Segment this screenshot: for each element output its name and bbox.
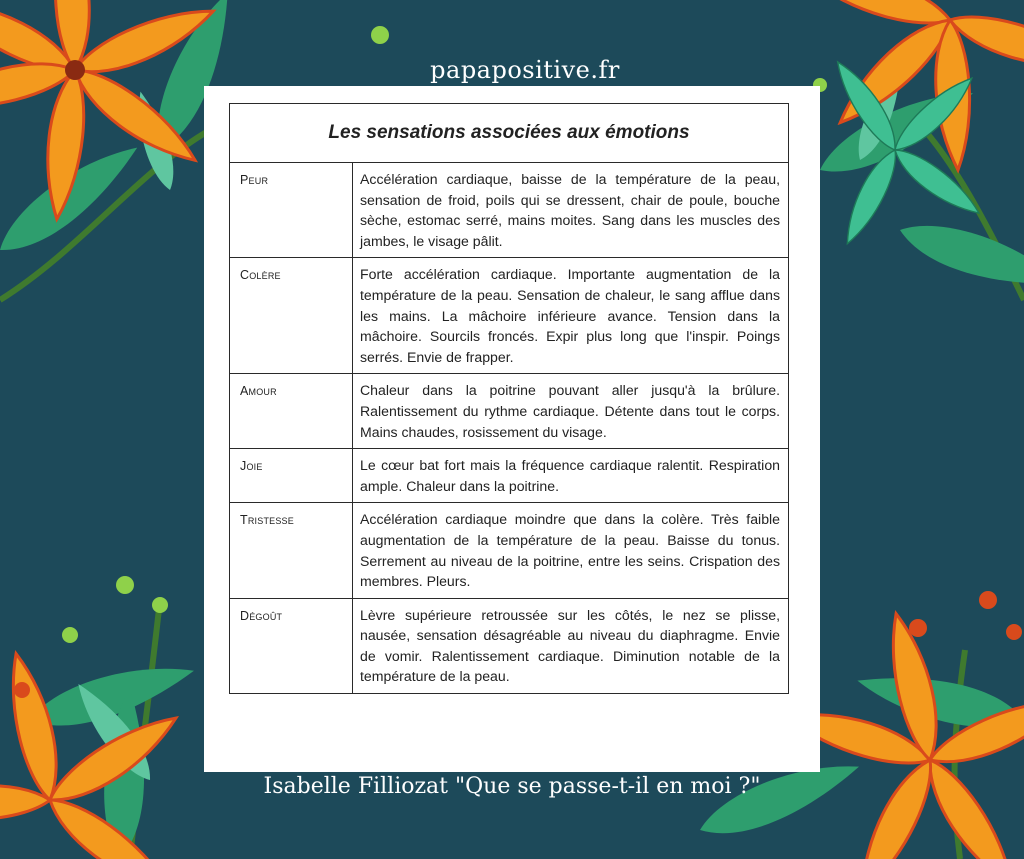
table-row [230, 163, 788, 258]
book-credit: Isabelle Filliozat "Que se passe-t-il en moi ?" [263, 774, 761, 799]
emotions-table [229, 103, 789, 694]
emotion-name: Amour [230, 374, 353, 448]
table-row [230, 599, 788, 693]
emotion-name: Tristesse [230, 503, 353, 597]
emotion-description: Accélération cardiaque moindre que dans la colère. Très faible augmentation de la température de la peau. Baisse du tonus. Serrement au niveau de la poitrine, entre les seins. Crispation des membres. Pleurs. [360, 511, 780, 590]
table-title: Les sensations associées aux émotions [230, 104, 788, 163]
emotion-description: Chaleur dans la poitrine pouvant aller jusqu'à la brûlure. Ralentissement du rythme cardiaque. Détente dans tout le corps. Mains chaudes, rosissement du visage. [360, 382, 780, 440]
emotion-name: Colère [230, 258, 353, 373]
emotion-name: Dégoût [230, 599, 353, 693]
emotion-description: Lèvre supérieure retroussée sur les côtés, le nez se plisse, nausée, sensation désagréable au niveau du diaphragme. Envie de vomir. Ralentissement cardiaque. Diminution notable de la température de la peau. [360, 606, 780, 685]
site-name: papapositive.fr [430, 56, 620, 84]
document-card [204, 86, 820, 772]
emotion-name: Peur [230, 163, 353, 257]
emotion-name: Joie [230, 449, 353, 502]
table-row [230, 374, 788, 449]
table-row [230, 503, 788, 598]
emotion-description: Accélération cardiaque, baisse de la température de la peau, sensation de froid, poils qui se dressent, chair de poule, bouche sèche, estomac serré, mains moites. Sang dans les muscles des jambes, le visage pâlit. [360, 171, 780, 249]
table-row [230, 258, 788, 374]
emotion-description: Forte accélération cardiaque. Importante augmentation de la température de la peau. Sensation de chaleur, le sang afflue dans les mains. La mâchoire inférieure avance. Tension dans la mâchoire. Sourcils froncés. Expir plus long que l'inspir. Poings serrés. Envie de frapper. [360, 266, 780, 365]
table-row [230, 449, 788, 503]
emotion-description: Le cœur bat fort mais la fréquence cardiaque ralentit. Respiration ample. Chaleur dans la poitrine. [360, 457, 780, 494]
